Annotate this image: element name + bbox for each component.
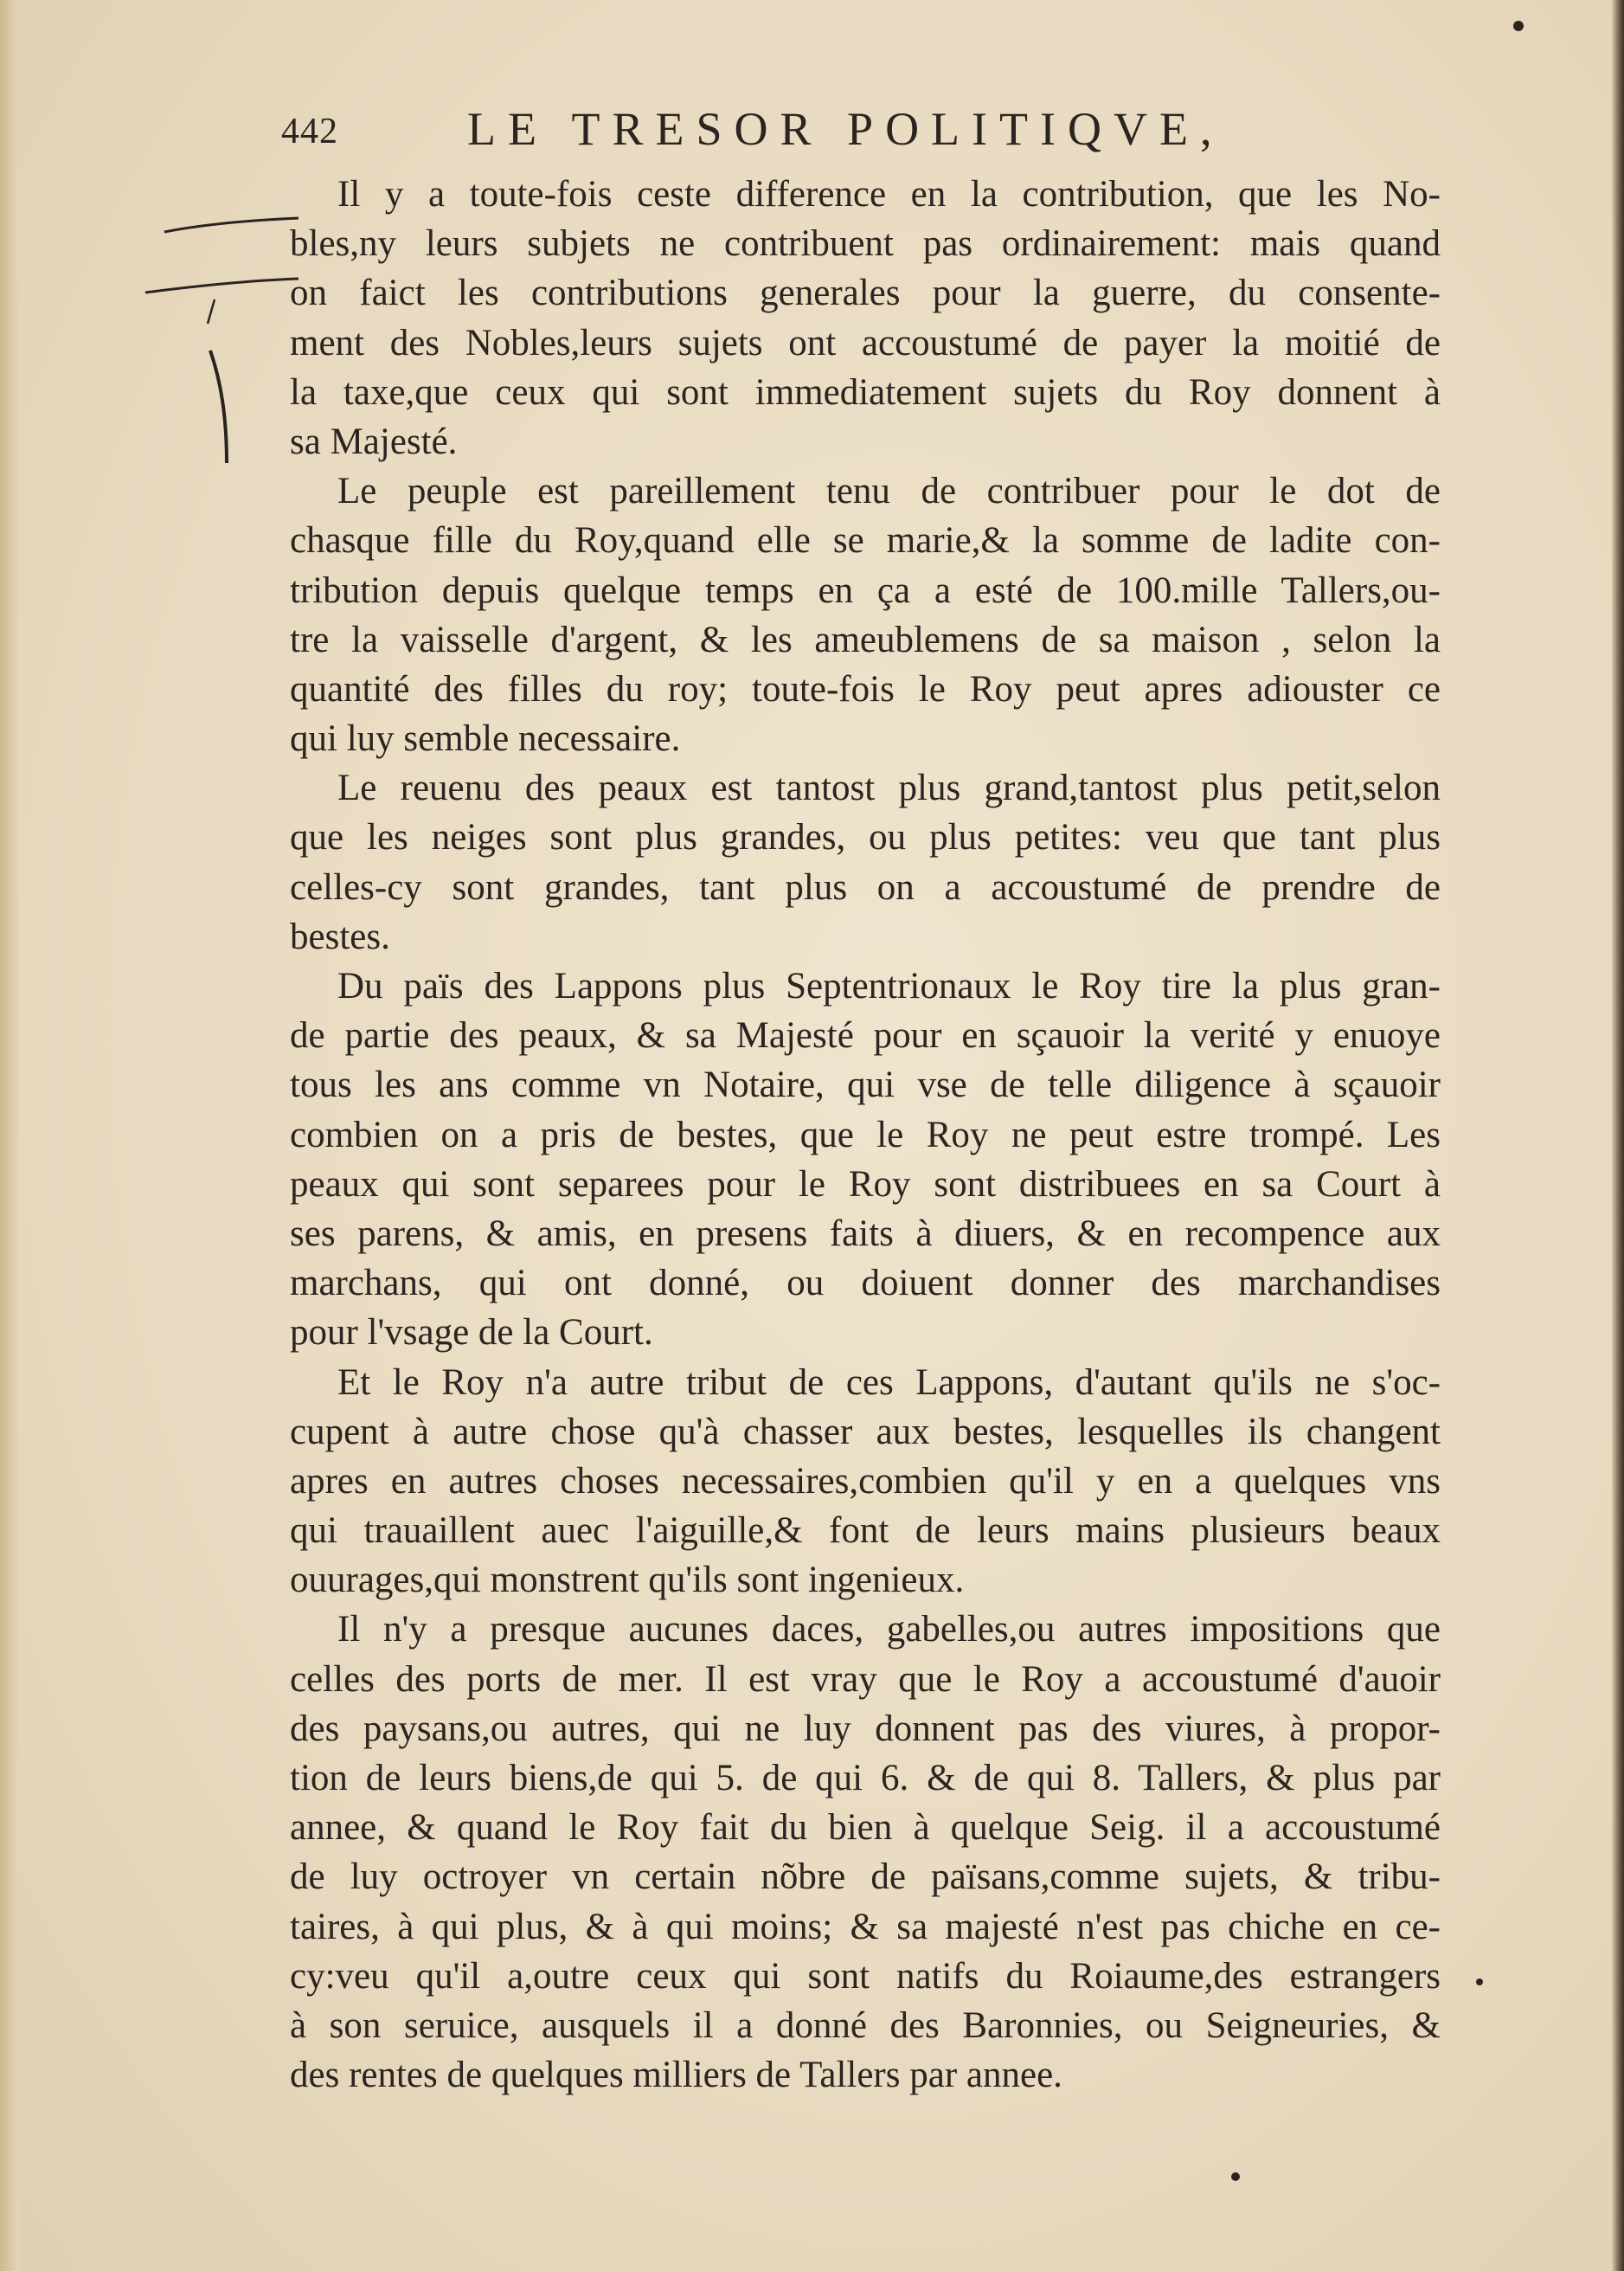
- text-line: quantité des filles du roy; toute-fois le Roy peut apres adiouster ce: [290, 668, 1441, 710]
- ink-spot-3: [1476, 1978, 1483, 1985]
- paragraph: [290, 1605, 1441, 2100]
- body-text: [290, 170, 1441, 2100]
- running-title: LE TRESOR POLITIQVE,: [467, 103, 1224, 155]
- text-line: annee, & quand le Roy fait du bien à quelque Seig. il a accoustumé: [290, 1807, 1441, 1849]
- ink-spot-1: [1513, 21, 1524, 31]
- text-line: chasque fille du Roy,quand elle se marie,& la somme de ladite con-: [290, 520, 1441, 562]
- text-line: bles,ny leurs subjets ne contribuent pas ordinairement: mais quand: [290, 223, 1441, 265]
- text-line: taires, à qui plus, & à qui moins; & sa majesté n'est pas chiche en ce-: [290, 1906, 1441, 1947]
- paragraph: [290, 962, 1441, 1358]
- text-line: la taxe,que ceux qui sont immediatement sujets du Roy donnent à: [290, 371, 1441, 413]
- text-line: des paysans,ou autres, qui ne luy donnent pas des viures, à propor-: [290, 1708, 1441, 1749]
- text-line: apres en autres choses necessaires,combien qu'il y en a quelques vns: [290, 1460, 1441, 1502]
- page-right-edge: [1612, 0, 1624, 2271]
- text-line: que les neiges sont plus grandes, ou plus petites: veu que tant plus: [290, 817, 1441, 859]
- text-line: tribution depuis quelque temps en ça a esté de 100.mille Tallers,ou-: [290, 569, 1441, 611]
- text-line: combien on a pris de bestes, que le Roy ne peut estre trompé. Les: [290, 1114, 1441, 1155]
- text-line: Du païs des Lappons plus Septentrionaux le Roy tire la plus gran-: [337, 966, 1441, 1007]
- text-line: tre la vaisselle d'argent, & les ameublemens de sa maison , selon la: [290, 619, 1441, 660]
- text-line: tous les ans comme vn Notaire, qui vse de telle diligence à sçauoir: [290, 1065, 1441, 1106]
- paragraph: [290, 763, 1441, 962]
- text-line: marchans, qui ont donné, ou doiuent donner des marchandises: [290, 1263, 1441, 1304]
- pen-stroke-3: [208, 299, 215, 324]
- text-line: sa Majesté.: [290, 421, 458, 462]
- text-line: ment des Nobles,leurs sujets ont accoustumé de payer la moitié de: [290, 322, 1441, 363]
- text-line: Le peuple est pareillement tenu de contribuer pour le dot de: [337, 471, 1441, 512]
- paragraph: [290, 466, 1441, 763]
- paragraph: [290, 170, 1441, 466]
- text-line: à son seruice, ausquels il a donné des Baronnies, ou Seigneuries, &: [290, 2004, 1441, 2046]
- text-line: Il y a toute-fois ceste difference en la contribution, que les No-: [337, 174, 1441, 215]
- text-line: des rentes de quelques milliers de Tallers par annee.: [290, 2055, 1062, 2096]
- text-line: ses parens, & amis, en presens faits à diuers, & en recompence aux: [290, 1213, 1441, 1254]
- text-line: de partie des peaux, & sa Majesté pour en sçauoir la verité y enuoye: [290, 1015, 1441, 1057]
- text-line: qui trauaillent auec l'aiguille,& font de leurs mains plusieurs beaux: [290, 1510, 1441, 1552]
- text-line: celles des ports de mer. Il est vray que le Roy a accoustumé d'auoir: [290, 1658, 1441, 1700]
- text-line: cy:veu qu'il a,outre ceux qui sont natifs du Roiaume,des estrangers: [290, 1955, 1441, 1997]
- page-number: 442: [281, 112, 338, 151]
- text-line: celles-cy sont grandes, tant plus on a accoustumé de prendre de: [290, 866, 1441, 908]
- pen-stroke-4: [210, 351, 227, 463]
- text-line: tion de leurs biens,de qui 5. de qui 6. & de qui 8. Tallers, & plus par: [290, 1758, 1441, 1798]
- text-line: bestes.: [290, 916, 390, 957]
- text-line: Et le Roy n'a autre tribut de ces Lappons, d'autant qu'ils ne s'oc-: [337, 1361, 1441, 1403]
- pen-stroke-2: [145, 279, 298, 293]
- text-line: pour l'vsage de la Court.: [290, 1312, 653, 1354]
- text-line: cupent à autre chose qu'à chasser aux bestes, lesquelles ils changent: [290, 1411, 1441, 1452]
- text-line: de luy octroyer vn certain nõbre de païsans,comme sujets, & tribu-: [290, 1856, 1441, 1898]
- text-line: Il n'y a presque aucunes daces, gabelles,ou autres impositions que: [337, 1609, 1441, 1650]
- text-line: ouurages,qui monstrent qu'ils sont ingenieux.: [290, 1560, 965, 1601]
- text-line: on faict les contributions generales pour la guerre, du consente-: [290, 273, 1441, 314]
- page-left-edge: [0, 0, 19, 2271]
- ink-spot-2: [1231, 2172, 1240, 2181]
- page-header: [281, 102, 1319, 163]
- text-line: peaux qui sont separees pour le Roy sont distribuees en sa Court à: [290, 1163, 1441, 1205]
- text-line: qui luy semble necessaire.: [290, 718, 681, 760]
- pen-stroke-1: [164, 218, 298, 232]
- text-line: Le reuenu des peaux est tantost plus grand,tantost plus petit,selon: [337, 768, 1441, 809]
- paragraph: [290, 1358, 1441, 1605]
